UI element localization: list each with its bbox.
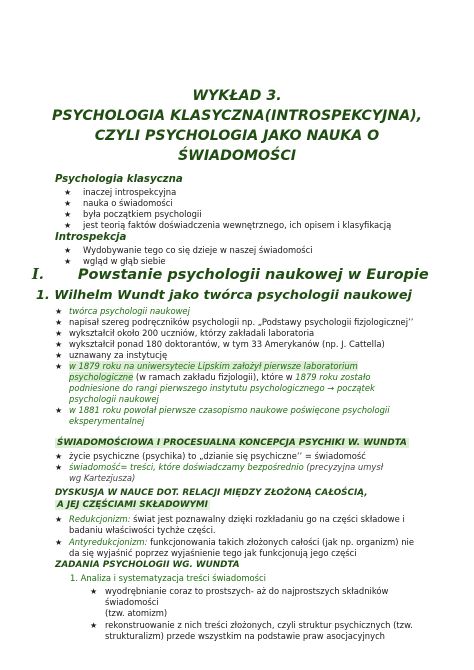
consciousness-heading: ŚWIADOMOŚCIOWA I PROCESUALNA KONCEPCJA PSYCHIKI W. WUNDTA <box>57 438 407 448</box>
star-bullet-icon: ★ <box>55 307 63 316</box>
star-bullet-icon: ★ <box>90 621 98 630</box>
star-bullet-icon: ★ <box>55 329 63 338</box>
consciousness-item: życie psychiczne (psychika) to „dzianie się psychiczne’’ = świadomość <box>69 451 366 461</box>
lecture-title-line3: CZYLI PSYCHOLOGIA JAKO NAUKA O <box>94 128 380 144</box>
section-I-heading <box>32 266 429 283</box>
journal-line2: eksperymentalnej <box>69 416 145 426</box>
star-bullet-icon: ★ <box>55 463 63 472</box>
consciousness-item-2a: świadomość= treści, które doświadczamy bezpośrednio (precyzyjna umysł <box>69 462 384 472</box>
star-bullet-icon: ★ <box>64 221 72 230</box>
tasks-sub2-line1: rekonstruowanie z nich treści złożonych, czyli struktur psychicznych (tzw. <box>105 620 413 630</box>
leipzig-line2: psychologiczne (w ramach zakładu fizjologii), które w 1879 roku zostało <box>69 372 371 382</box>
tasks-sub1-line2: świadomości <box>105 597 159 607</box>
section-I-numeral: I. <box>32 266 44 283</box>
lecture-title-line2: PSYCHOLOGIA KLASYCZNA(INTROSPEKCYJNA), <box>51 108 423 124</box>
introspection-item: wgląd w głąb siebie <box>83 256 166 266</box>
journal-line1: w 1881 roku powołał pierwsze czasopismo naukowe poświęcone psychologii <box>69 405 390 415</box>
star-bullet-icon: ★ <box>55 362 63 371</box>
tasks-item-1: 1. Analiza i systematyzacja treści świadomości <box>70 573 266 583</box>
lecture-title-line1: WYKŁAD 3. <box>192 88 282 104</box>
star-bullet-icon: ★ <box>64 210 72 219</box>
tasks-heading: ZADANIA PSYCHOLOGII WG. WUNDTA <box>55 560 240 570</box>
wundt-item: wykształcił ponad 180 doktorantów, w tym 33 Amerykanów (np. J. Cattella) <box>69 339 385 349</box>
classical-item: jest teorią faktów doświadczenia wewnętrznego, ich opisem i klasyfikacją <box>83 220 392 230</box>
section-I-title: Powstanie psychologii naukowej w Europie <box>77 267 429 283</box>
leipzig-line1: w 1879 roku na uniwersytecie Lipskim założył pierwsze laboratorium <box>69 361 358 371</box>
classical-item: inaczej introspekcyjna <box>83 187 177 197</box>
star-bullet-icon: ★ <box>55 318 63 327</box>
star-bullet-icon: ★ <box>55 340 63 349</box>
tasks-sub2-line2: strukturalizm) przede wszystkim na podstawie praw asocjacyjnych <box>105 631 385 641</box>
star-bullet-icon: ★ <box>55 351 63 360</box>
leipzig-line3: podniesione do rangi pierwszego instytutu psychologicznego → początek <box>69 383 375 393</box>
star-bullet-icon: ★ <box>55 538 63 547</box>
anti-reduction-line1: Antyredukcjonizm: funkcjonowania takich złożonych całości (jak np. organizm) nie <box>69 537 414 547</box>
wundt-item: wykształcił około 200 uczniów, którzy zakładali laboratoria <box>69 328 315 338</box>
classical-item: nauka o świadomości <box>83 198 173 208</box>
star-bullet-icon: ★ <box>64 199 72 208</box>
introspection-item: Wydobywanie tego co się dzieje w naszej świadomości <box>83 245 313 255</box>
star-bullet-icon: ★ <box>55 452 63 461</box>
star-bullet-icon: ★ <box>64 246 72 255</box>
tasks-sub1-line1: wyodrębnianie coraz to prostszych- aż do najprostszych składników <box>105 586 389 596</box>
wundt-item: twórca psychologii naukowej <box>69 306 190 316</box>
star-bullet-icon: ★ <box>55 406 63 415</box>
lecture-title-line4: ŚWIADOMOŚCI <box>177 148 297 164</box>
dispute-heading-2: A JEJ CZĘŚCIAMI SKŁADOWYMI <box>57 500 208 510</box>
tasks-sub1-line3: (tzw. atomizm) <box>105 608 168 618</box>
star-bullet-icon: ★ <box>64 188 72 197</box>
star-bullet-icon: ★ <box>55 515 63 524</box>
wundt-item: uznawany za instytucję <box>69 350 168 360</box>
reduction-line1: Redukcjonizm: świat jest poznawalny dzięki rozkładaniu go na części składowe i <box>69 514 405 524</box>
leipzig-line4: psychologii naukowej <box>69 394 159 404</box>
star-bullet-icon: ★ <box>90 587 98 596</box>
anti-reduction-line2: da się wyjaśnić poprzez wyjaśnienie tego jak funkcjonują jego części <box>69 548 357 558</box>
dispute-heading-1: DYSKUSJA W NAUCE DOT. RELACJI MIĘDZY ZŁOŻONĄ CAŁOŚCIĄ, <box>55 488 368 498</box>
classical-heading: Psychologia klasyczna <box>55 174 183 185</box>
section-1-heading: 1. Wilhelm Wundt jako twórca psychologii naukowej <box>36 288 412 303</box>
consciousness-item-2b: wg Kartezjusza) <box>69 473 136 483</box>
wundt-item: napisał szereg podręczników psychologii np. „Podstawy psychologii fizjologicznej’’ <box>69 317 414 327</box>
classical-item: była początkiem psychologii <box>83 209 202 219</box>
star-bullet-icon: ★ <box>64 257 72 266</box>
reduction-line2: badaniu właściwości tychże części. <box>69 525 216 535</box>
introspection-heading: Introspekcja <box>55 232 127 243</box>
